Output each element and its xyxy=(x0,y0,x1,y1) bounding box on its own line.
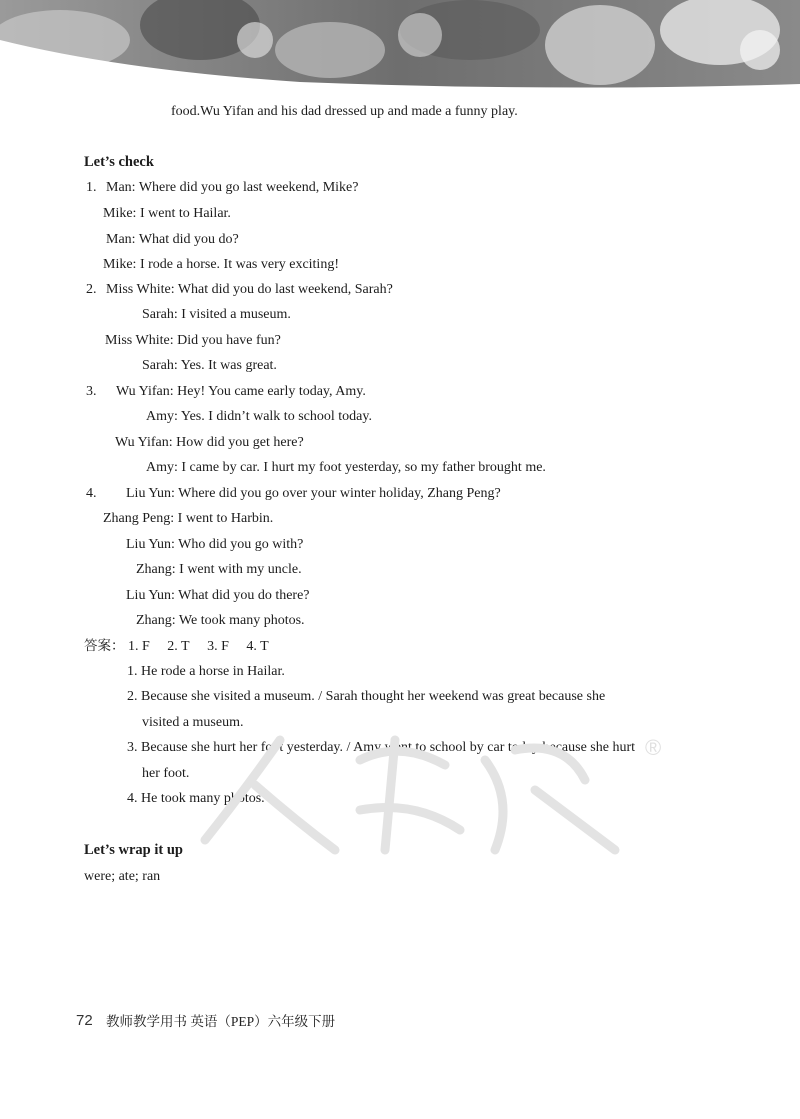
answer-item-2-line-2: visited a museum. xyxy=(142,715,244,730)
dialogue-3-line-2 xyxy=(146,408,372,426)
speaker: Mike: xyxy=(103,206,137,221)
utterance: Where did you go last weekend, Mike? xyxy=(138,180,359,195)
utterance: I went to Hailar. xyxy=(139,206,231,221)
dialogue-4-line-2 xyxy=(103,510,273,528)
utterance: Who did you go with? xyxy=(178,537,304,552)
wrap-up-heading: Let’s wrap it up xyxy=(84,842,183,858)
speaker: Liu Yun: xyxy=(126,486,175,501)
speaker: Liu Yun: xyxy=(126,537,175,552)
speaker: Mike: xyxy=(103,257,137,272)
dialogue-number-1: 1. xyxy=(86,180,97,195)
utterance: Hey! You came early today, Amy. xyxy=(177,384,366,399)
dialogue-3-line-3 xyxy=(115,434,304,452)
book-title: 教师教学用书 英语（PEP）六年级下册 xyxy=(106,1014,336,1029)
floral-banner-image xyxy=(0,0,800,96)
speaker: Wu Yifan: xyxy=(115,435,173,450)
utterance: Yes. It was great. xyxy=(180,358,277,373)
utterance: Where did you go over your winter holiday, Zhang Peng? xyxy=(178,486,501,501)
dialogue-2-line-2 xyxy=(142,306,291,324)
answer-item-2-line-1: 2. Because she visited a museum. / Sarah thought her weekend was great because she xyxy=(127,689,606,704)
answer-item-3-line-1: 3. Because she hurt her foot yesterday. / Amy went to school by car today because she hurt xyxy=(127,740,635,755)
page-number: 72 xyxy=(76,1012,93,1029)
intro-line: food.Wu Yifan and his dad dressed up and made a funny play. xyxy=(171,104,518,119)
utterance: I came by car. I hurt my foot yesterday, so my father brought me. xyxy=(181,460,546,475)
dialogue-3-line-1 xyxy=(116,383,366,401)
dialogue-number-3: 3. xyxy=(86,384,97,399)
speaker: Zhang: xyxy=(136,613,176,628)
speaker: Miss White: xyxy=(106,282,175,297)
dialogue-1-line-3 xyxy=(106,231,239,249)
header-banner xyxy=(0,0,800,96)
wrap-up-answer: were; ate; ran xyxy=(84,869,161,884)
speaker: Zhang Peng: xyxy=(103,511,175,526)
utterance: I rode a horse. It was very exciting! xyxy=(139,257,339,272)
utterance: I went to Harbin. xyxy=(177,511,274,526)
dialogue-1-line-2 xyxy=(103,205,231,223)
answers-line xyxy=(84,637,269,656)
speaker: Liu Yun: xyxy=(126,588,175,603)
watermark-calligraphy-icon xyxy=(185,700,685,870)
dialogue-4-line-1 xyxy=(126,485,501,503)
utterance: What did you do there? xyxy=(178,588,310,603)
utterance: I went with my uncle. xyxy=(179,562,302,577)
utterance: What did you do? xyxy=(138,232,239,247)
dialogue-2-line-4 xyxy=(142,357,277,375)
registered-mark: ® xyxy=(645,735,662,760)
tf-answer-2: 2. T xyxy=(167,639,190,654)
speaker: Man: xyxy=(106,180,136,195)
dialogue-3-line-4 xyxy=(146,459,546,477)
utterance: How did you get here? xyxy=(176,435,304,450)
dialogue-number-4: 4. xyxy=(86,486,97,501)
utterance: What did you do last weekend, Sarah? xyxy=(177,282,393,297)
speaker: Zhang: xyxy=(136,562,176,577)
utterance: I visited a museum. xyxy=(181,307,291,322)
dialogue-1-line-4 xyxy=(103,256,339,274)
speaker: Man: xyxy=(106,232,136,247)
utterance: We took many photos. xyxy=(178,613,305,628)
speaker: Sarah: xyxy=(142,307,178,322)
answer-item-1: 1. He rode a horse in Hailar. xyxy=(127,664,285,679)
publisher-watermark xyxy=(185,700,685,870)
speaker: Amy: xyxy=(146,409,178,424)
speaker: Miss White: xyxy=(105,333,174,348)
dialogue-number-2: 2. xyxy=(86,282,97,297)
dialogue-4-line-3 xyxy=(126,536,303,554)
tf-answer-1: 1. F xyxy=(128,639,150,654)
speaker: Wu Yifan: xyxy=(116,384,174,399)
dialogue-2-line-3 xyxy=(105,332,281,350)
dialogue-1-line-1 xyxy=(106,179,358,197)
tf-answer-4: 4. T xyxy=(246,639,269,654)
utterance: Yes. I didn’t walk to school today. xyxy=(180,409,372,424)
dialogue-4-line-6 xyxy=(136,612,305,630)
dialogue-2-line-1 xyxy=(106,281,393,299)
answers-label: 答案： xyxy=(84,638,125,654)
utterance: Did you have fun? xyxy=(177,333,281,348)
answer-item-3-line-2: her foot. xyxy=(142,766,190,781)
speaker: Sarah: xyxy=(142,358,178,373)
tf-answer-3: 3. F xyxy=(207,639,229,654)
dialogue-4-line-4 xyxy=(136,561,302,579)
lets-check-heading: Let’s check xyxy=(84,154,154,170)
dialogue-4-line-5 xyxy=(126,587,310,605)
speaker: Amy: xyxy=(146,460,178,475)
answer-item-4: 4. He took many photos. xyxy=(127,791,265,806)
